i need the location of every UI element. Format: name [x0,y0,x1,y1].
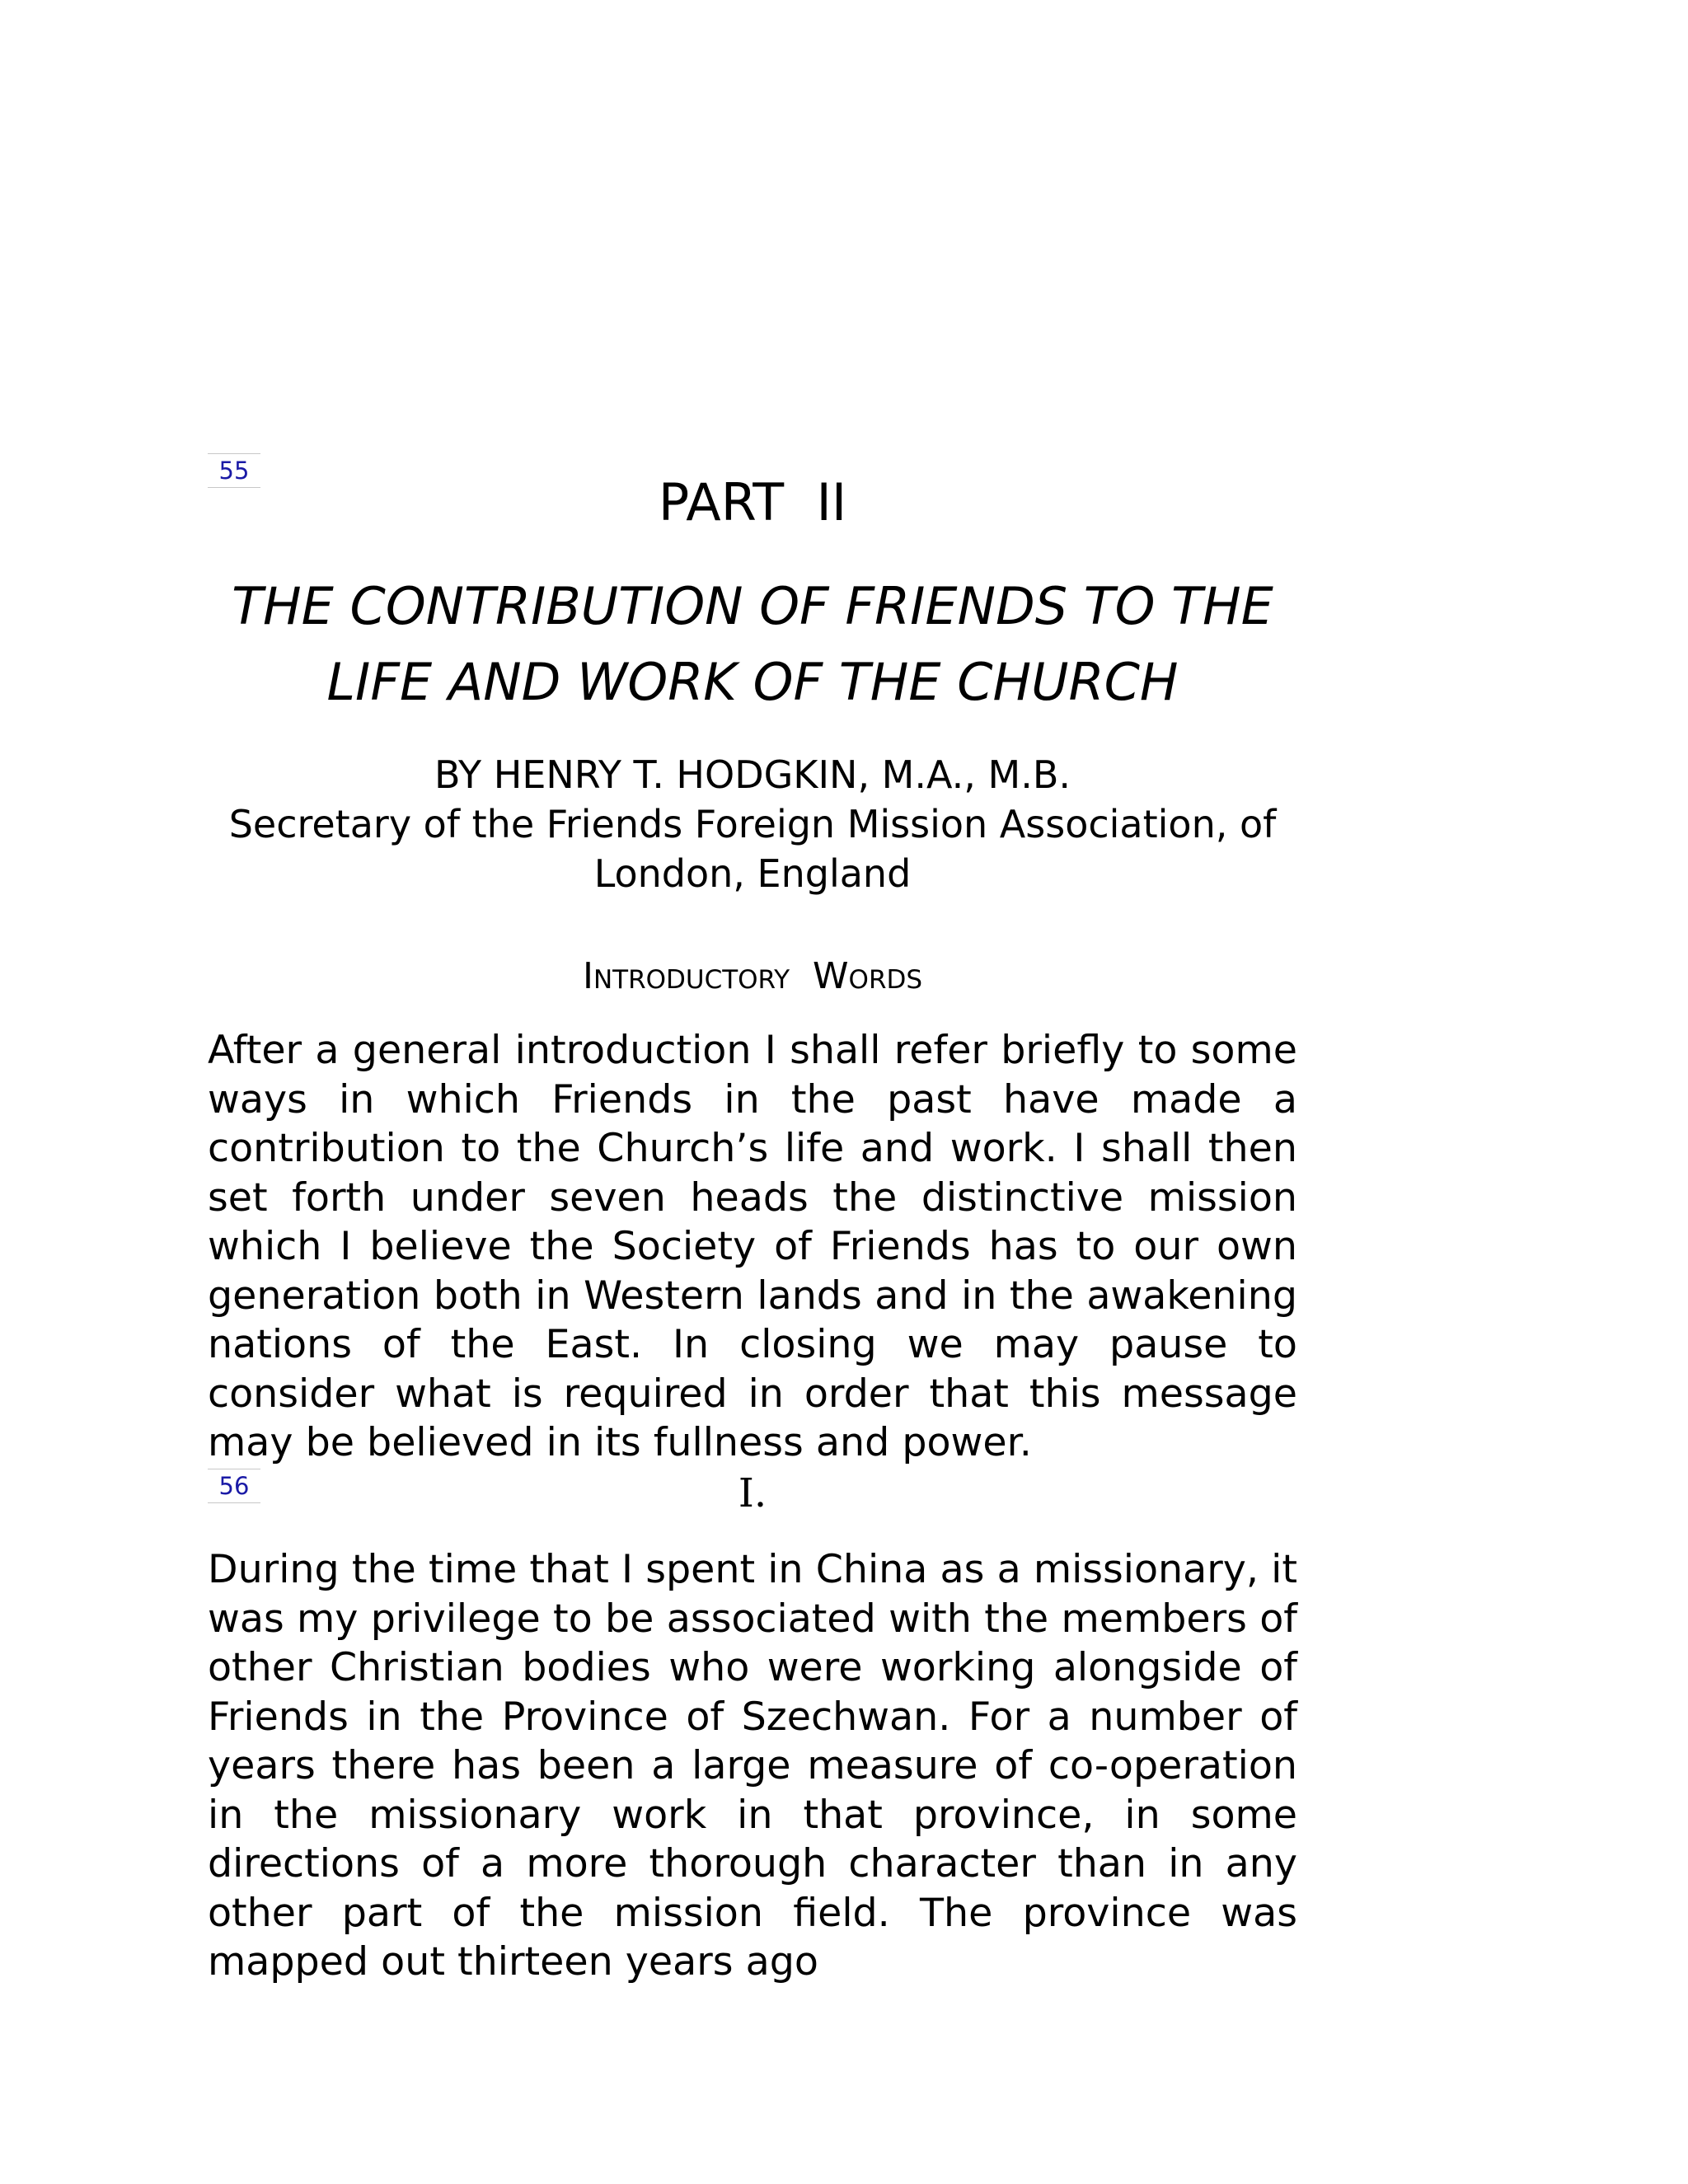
page-number-marker: 56 [208,1469,260,1503]
section-number: I. [738,1470,767,1516]
body-paragraph: During the time that I spent in China as a missionary, it was my privilege to be associated with the members of other Christian bodies who were working alongside of Friends in the Province of Szechwan. For a number of years there has been a large measure of co-operation in the missionary work in that province, in some directions of a more thorough character than in any other part of the mission field. The province was mapped out thirteen years ago [208,1547,1297,1985]
author-line: BY HENRY T. HODGKIN, M.A., M.B. [434,752,1071,797]
chapter-title [208,569,1297,720]
byline [208,750,1297,898]
page-number-marker: 55 [208,453,260,488]
chapter-title-line: LIFE AND WORK OF THE CHURCH [326,652,1179,712]
part-heading: PART II [658,472,847,532]
chapter-title-line: THE CONTRIBUTION OF FRIENDS TO THE [232,576,1273,636]
section-heading: Introductory Words [582,955,923,997]
intro-paragraph: After a general introduction I shall refer briefly to some ways in which Friends in the past have made a contribution to the Church’s life and work. I shall then set forth under seven heads the distinctive mission which I believe the Society of Friends has to our own generation both in Western lands and in the awakening nations of the East. In closing we may pause to consider what is required in order that this message may be believed in its fullness and power. [208,1028,1297,1465]
author-position: Secretary of the Friends Foreign Mission Association, of London, England [228,802,1277,896]
